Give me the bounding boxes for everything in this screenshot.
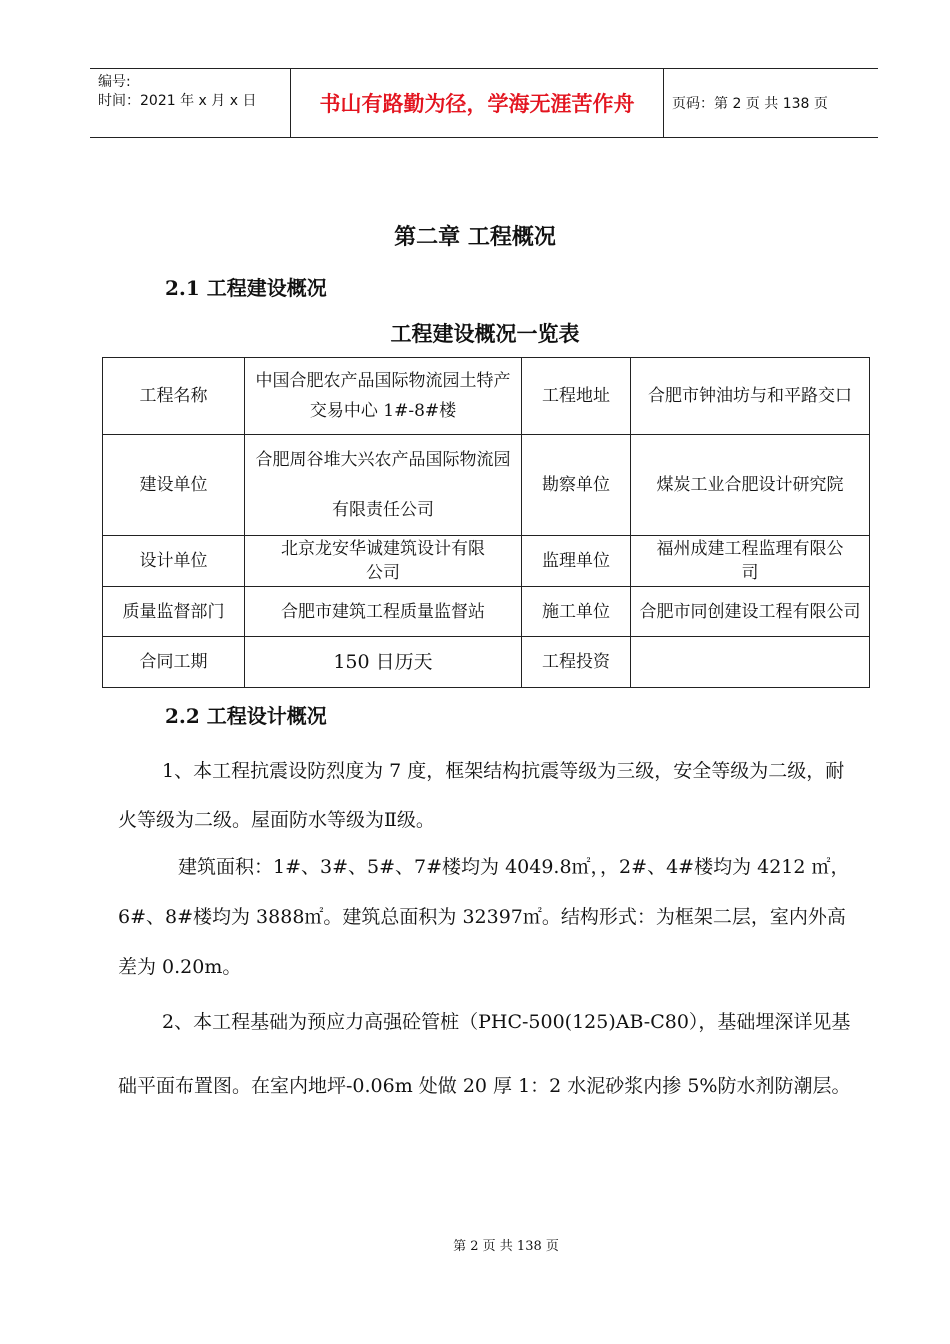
table-title: 工程建设概况一览表 [390,322,580,346]
page-header [90,68,878,138]
header-time: 时间：2021 年 x 月 x 日 [98,93,257,109]
table-cell: 勘察单位 [522,435,631,536]
table-cell: 合肥市钟油坊与和平路交口 [631,358,870,435]
table-row [103,435,870,536]
table-cell: 工程投资 [522,637,631,688]
table-cell: 合肥市同创建设工程有限公司 [631,587,870,637]
table-cell: 工程名称 [103,358,245,435]
table-cell: 中国合肥农产品国际物流园土特产交易中心 1#-8#楼 [245,358,522,435]
table-cell: 质量监督部门 [103,587,245,637]
table-cell: 工程地址 [522,358,631,435]
table-row [103,358,870,435]
header-divider [663,69,664,137]
table-cell [631,637,870,688]
page-footer: 第 2 页 共 138 页 [453,1239,559,1254]
table-row [103,637,870,688]
table-cell: 煤炭工业合肥设计研究院 [631,435,870,536]
table-row [103,536,870,587]
table-cell: 150 日历天 [245,637,522,688]
table-cell: 设计单位 [103,536,245,587]
table-cell: 施工单位 [522,587,631,637]
header-number-label: 编号: [98,74,131,90]
section-title: 2.1 工程建设概况 [165,276,327,300]
body-paragraph: 2、本工程基础为预应力高强砼管桩（PHC-500(125)AB-C80），基础埋深详见基础平面布置图。在室内地坪-0.06m 处做 20 厚 1：2 水泥砂浆内掺 5%防水剂防潮层。 [118,1011,851,1097]
header-page-info: 页码：第 2 页 共 138 页 [672,96,828,112]
project-overview-table [102,357,870,688]
table-cell: 福州成建工程监理有限公司 [631,536,870,587]
table-cell: 建设单位 [103,435,245,536]
table-cell: 合肥市建筑工程质量监督站 [245,587,522,637]
header-motto: 书山有路勤为径，学海无涯苦作舟 [319,92,635,116]
section-title: 2.2 工程设计概况 [165,704,327,728]
body-paragraph: 建筑面积：1#、3#、5#、7#楼均为 4049.8㎡，，2#、4#楼均为 4212 ㎡，6#、8#楼均为 3888㎡。建筑总面积为 32397㎡。结构形式：为框架二层，室内外高差为 0.20m。 [118,856,850,978]
header-meta [98,73,256,111]
table-cell: 北京龙安华诚建筑设计有限公司 [245,536,522,587]
table-cell: 合同工期 [103,637,245,688]
chapter-title: 第二章 工程概况 [394,225,556,250]
table-cell: 合肥周谷堆大兴农产品国际物流园有限责任公司 [245,435,522,536]
body-paragraph: 1、本工程抗震设防烈度为 7 度，框架结构抗震等级为三级，安全等级为二级，耐火等级为二级。屋面防水等级为Ⅱ级。 [118,760,845,831]
table-cell: 监理单位 [522,536,631,587]
table-row [103,587,870,637]
